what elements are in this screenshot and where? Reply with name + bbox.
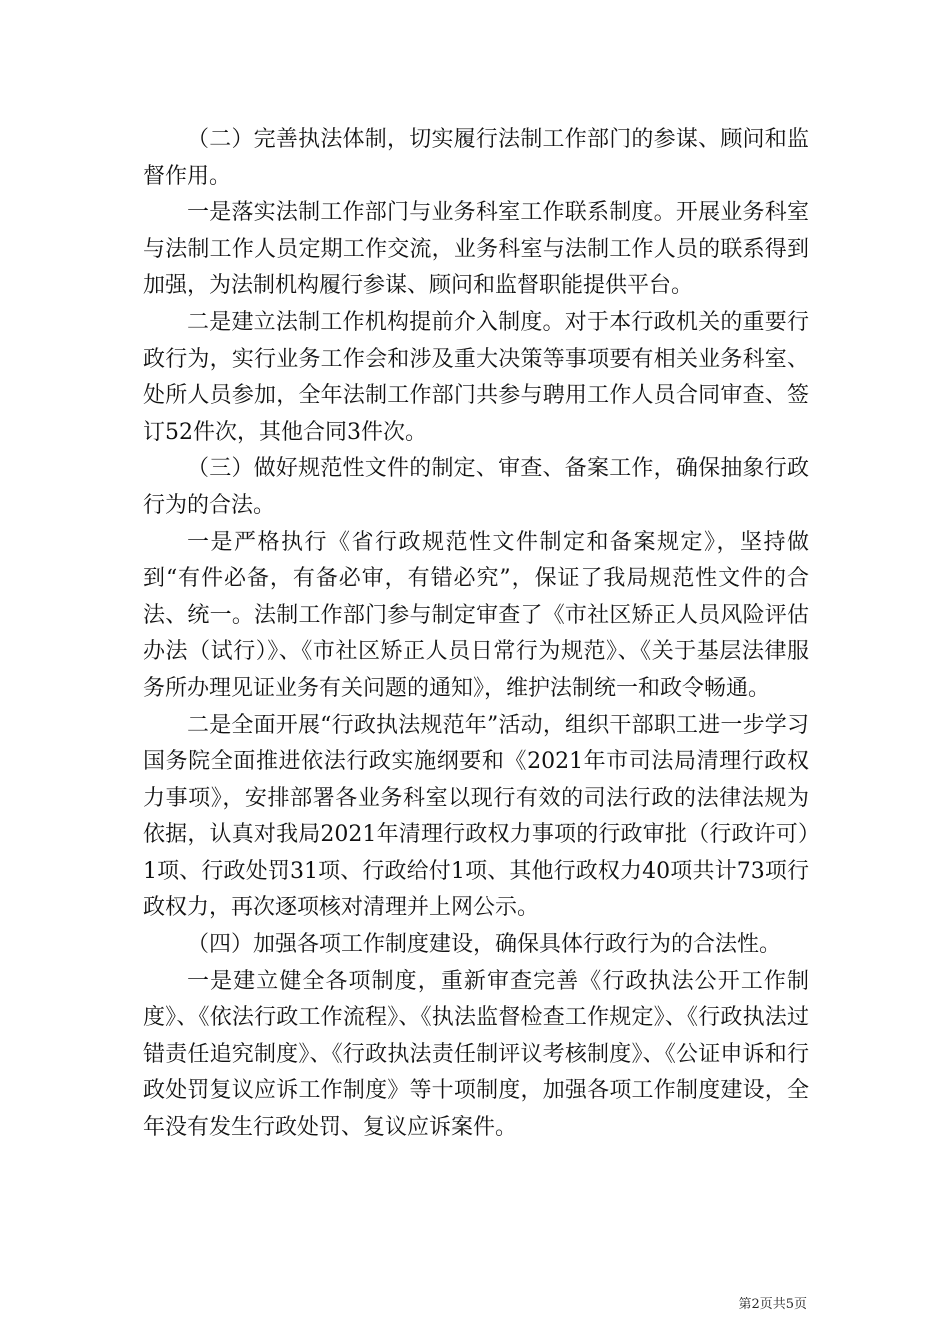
section-heading-2: （二）完善执法体制，切实履行法制工作部门的参谋、顾问和监督作用。 bbox=[143, 127, 809, 189]
section-heading-4: （四）加强各项工作制度建设，确保具体行政行为的合法性。 bbox=[187, 932, 782, 958]
paragraph: 一是建立健全各项制度，重新审查完善《行政执法公开工作制度》、《依法行政工作流程》、《执法监督检查工作规定》、《行政执法过错责任追究制度》、《行政执法责任制评议考核制度》、《公证申诉和行政处罚复议应诉工作制度》等十项制度，加强各项工作制度建设，全年没有发生行政处罚、复议应诉案件。 bbox=[143, 968, 809, 1141]
section-heading-3: （三）做好规范性文件的制定、审查、备案工作，确保抽象行政行为的合法。 bbox=[143, 456, 809, 518]
page-number: 第2页共5页 bbox=[738, 1297, 807, 1312]
paragraph: 一是严格执行《省行政规范性文件制定和备案规定》，坚持做到“有件必备，有备必审，有错必究”，保证了我局规范性文件的合法、统一。法制工作部门参与制定审查了《市社区矫正人员风险评估办法（试行）》、《市社区矫正人员日常行为规范》、《关于基层法律服务所办理见证业务有关问题的通知》，维护法制统一和政令畅通。 bbox=[143, 529, 809, 701]
paragraph: 二是全面开展“行政执法规范年”活动，组织干部职工进一步学习国务院全面推进依法行政实施纲要和《2021年市司法局清理行政权力事项》，安排部署各业务科室以现行有效的司法行政的法律法规为依据，认真对我局2021年清理行政权力事项的行政审批（行政许可）1项、行政处罚31项、行政给付1项、其他行政权力40项共计73项行政权力，再次逐项核对清理并上网公示。 bbox=[143, 712, 809, 921]
body-text bbox=[143, 122, 809, 1147]
paragraph: 一是落实法制工作部门与业务科室工作联系制度。开展业务科室与法制工作人员定期工作交流，业务科室与法制工作人员的联系得到加强，为法制机构履行参谋、顾问和监督职能提供平台。 bbox=[143, 200, 809, 299]
paragraph: 二是建立法制工作机构提前介入制度。对于本行政机关的重要行政行为，实行业务工作会和涉及重大决策等事项要有相关业务科室、处所人员参加，全年法制工作部门共参与聘用工作人员合同审查、签订52件次，其他合同3件次。 bbox=[143, 309, 809, 445]
